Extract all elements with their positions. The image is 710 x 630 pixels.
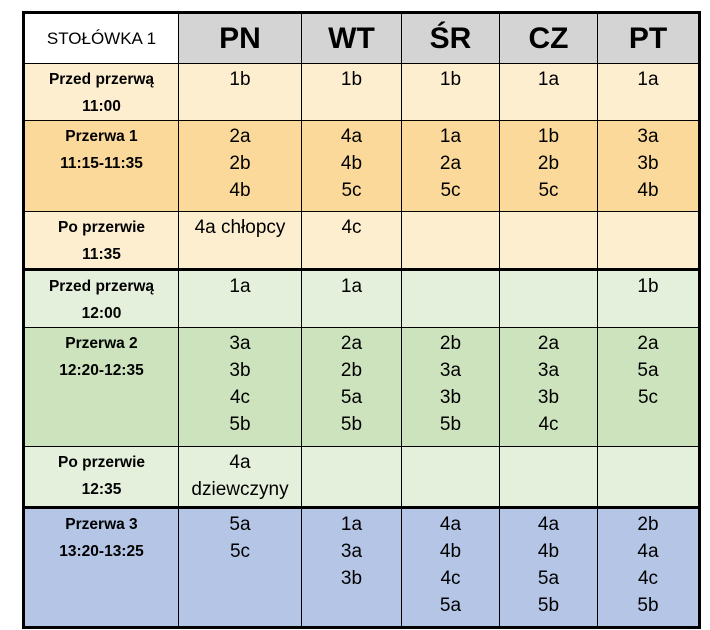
- period-label: [24, 212, 179, 270]
- class-entry: 5c: [538, 180, 559, 201]
- period-name: Przerwa 2: [65, 335, 138, 352]
- class-entry: 1a: [439, 126, 462, 147]
- class-cell: [302, 508, 402, 628]
- class-entry: 1b: [340, 69, 363, 90]
- class-entry: 3a: [340, 541, 363, 562]
- class-entry: 4b: [537, 541, 560, 562]
- class-entry: 5b: [537, 595, 560, 616]
- period-name: Przed przerwą: [48, 278, 155, 295]
- period-name: Przerwa 3: [65, 516, 138, 533]
- period-name: Przerwa 1: [65, 128, 138, 145]
- class-cell: [598, 212, 700, 270]
- class-entry: 3b: [340, 568, 363, 589]
- class-cell: [500, 447, 598, 508]
- class-entry: dziewczyny: [191, 479, 289, 500]
- canteen-schedule-table: [22, 11, 701, 629]
- period-label: [24, 270, 179, 328]
- class-entry: 4a chłopcy: [194, 217, 286, 238]
- schedule-row: [24, 270, 700, 328]
- class-entry: 4b: [229, 180, 251, 201]
- class-entry: 4a: [340, 126, 363, 147]
- class-cell: [179, 328, 302, 447]
- day-header: WT: [302, 13, 402, 64]
- class-cell: [302, 64, 402, 121]
- class-entry: 5a: [439, 595, 462, 616]
- period-time: 11:15-11:35: [60, 155, 143, 172]
- class-cell: [302, 328, 402, 447]
- class-cell: [179, 508, 302, 628]
- class-cell: [500, 328, 598, 447]
- schedule-row: [24, 508, 700, 628]
- class-entry: 2a: [637, 333, 659, 354]
- period-label: [24, 508, 179, 628]
- class-entry: 1b: [439, 69, 462, 90]
- class-entry: 2b: [340, 360, 363, 381]
- schedule-row: [24, 212, 700, 270]
- class-entry: 1a: [340, 276, 363, 297]
- class-cell: [302, 447, 402, 508]
- schedule-row: [24, 121, 700, 212]
- schedule-row: [24, 328, 700, 447]
- class-cell: [402, 121, 500, 212]
- class-cell: [500, 270, 598, 328]
- canteen-label: STOŁÓWKA 1: [24, 13, 179, 64]
- class-entry: 4a: [439, 514, 462, 535]
- schedule-row: [24, 64, 700, 121]
- class-entry: 4c: [538, 414, 559, 435]
- period-label: [24, 121, 179, 212]
- class-cell: [598, 270, 700, 328]
- class-cell: [500, 508, 598, 628]
- class-entry: 3a: [229, 333, 251, 354]
- period-name: Przed przerwą: [48, 71, 155, 88]
- class-entry: 4c: [637, 568, 659, 589]
- day-header: PT: [598, 13, 700, 64]
- class-entry: 3b: [637, 153, 659, 174]
- class-entry: 2a: [340, 333, 363, 354]
- class-cell: [402, 212, 500, 270]
- class-cell: [179, 64, 302, 121]
- class-cell: [302, 270, 402, 328]
- period-time: 11:35: [82, 246, 121, 263]
- class-entry: 3b: [439, 387, 462, 408]
- class-cell: [302, 212, 402, 270]
- class-cell: [402, 328, 500, 447]
- class-entry: 1b: [637, 276, 659, 297]
- class-entry: 4c: [341, 217, 362, 238]
- class-entry: 3b: [537, 387, 560, 408]
- class-cell: [598, 328, 700, 447]
- class-cell: [179, 270, 302, 328]
- class-cell: [598, 64, 700, 121]
- class-entry: 5a: [229, 514, 251, 535]
- class-entry: 2a: [537, 333, 560, 354]
- schedule-row: [24, 447, 700, 508]
- class-entry: 5a: [537, 568, 560, 589]
- class-entry: 1a: [537, 69, 560, 90]
- class-cell: [598, 508, 700, 628]
- class-entry: 4a: [637, 541, 659, 562]
- period-time: 11:00: [82, 98, 121, 115]
- class-entry: 4a: [229, 452, 251, 473]
- class-entry: 1a: [229, 276, 251, 297]
- period-name: Po przerwie: [58, 454, 145, 471]
- class-entry: 2b: [439, 333, 462, 354]
- class-entry: 3b: [229, 360, 251, 381]
- class-entry: 2a: [439, 153, 462, 174]
- period-label: [24, 64, 179, 121]
- class-entry: 3a: [537, 360, 560, 381]
- class-entry: 3a: [439, 360, 462, 381]
- class-entry: 5b: [439, 414, 462, 435]
- day-header: ŚR: [402, 13, 500, 64]
- header-row: [24, 13, 700, 64]
- class-cell: [179, 447, 302, 508]
- class-cell: [179, 121, 302, 212]
- class-entry: 1b: [229, 69, 251, 90]
- schedule-body: [24, 64, 700, 628]
- class-entry: 2b: [537, 153, 560, 174]
- class-entry: 2b: [229, 153, 251, 174]
- class-entry: 1b: [537, 126, 560, 147]
- class-entry: 5c: [440, 180, 461, 201]
- class-cell: [598, 447, 700, 508]
- period-name: Po przerwie: [58, 219, 145, 236]
- period-time: 12:20-12:35: [59, 362, 144, 379]
- day-header: CZ: [500, 13, 598, 64]
- class-entry: 5a: [637, 360, 659, 381]
- class-entry: 5c: [341, 180, 362, 201]
- class-entry: 4b: [637, 180, 659, 201]
- class-cell: [500, 64, 598, 121]
- period-time: 12:00: [81, 305, 122, 322]
- class-cell: [598, 121, 700, 212]
- class-entry: 4b: [340, 153, 363, 174]
- class-entry: 4c: [229, 387, 251, 408]
- class-entry: 5b: [340, 414, 363, 435]
- class-cell: [402, 64, 500, 121]
- class-entry: 5c: [229, 541, 251, 562]
- class-entry: 1a: [340, 514, 363, 535]
- class-cell: [179, 212, 302, 270]
- class-cell: [402, 508, 500, 628]
- class-entry: 5a: [340, 387, 363, 408]
- class-entry: 3a: [637, 126, 659, 147]
- class-entry: 2a: [229, 126, 251, 147]
- class-entry: 1a: [637, 69, 659, 90]
- class-entry: 2b: [637, 514, 659, 535]
- class-cell: [302, 121, 402, 212]
- class-entry: 5b: [229, 414, 251, 435]
- class-cell: [402, 447, 500, 508]
- period-label: [24, 328, 179, 447]
- class-entry: 4a: [537, 514, 560, 535]
- class-entry: 4c: [440, 568, 461, 589]
- class-cell: [500, 212, 598, 270]
- period-label: [24, 447, 179, 508]
- period-time: 12:35: [81, 481, 122, 498]
- class-entry: 4b: [439, 541, 462, 562]
- period-time: 13:20-13:25: [59, 543, 144, 560]
- class-cell: [500, 121, 598, 212]
- class-entry: 5c: [637, 387, 659, 408]
- day-header: PN: [179, 13, 302, 64]
- class-cell: [402, 270, 500, 328]
- class-entry: 5b: [637, 595, 659, 616]
